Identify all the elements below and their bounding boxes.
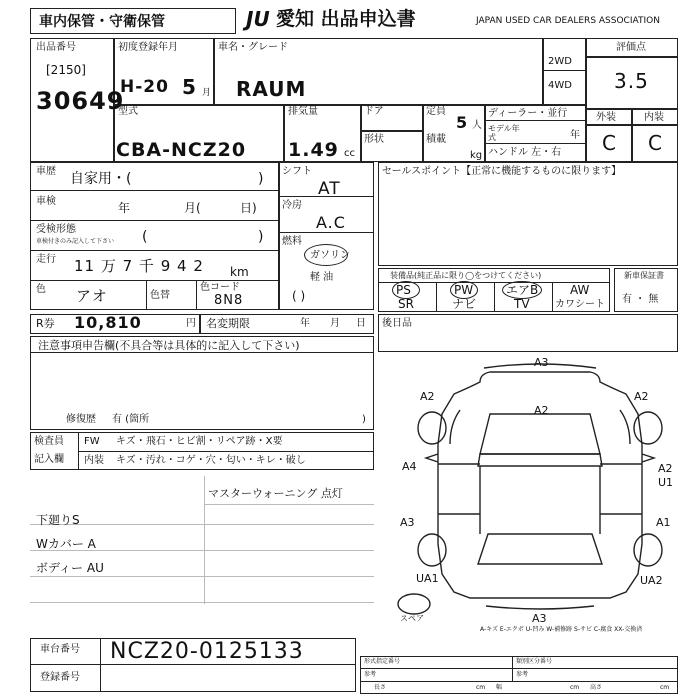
history-value: 自家用・( — [70, 171, 132, 187]
damage-u1-right: U1 — [658, 476, 674, 489]
interior-label: 内装 — [644, 112, 664, 123]
model-value: RAUM — [236, 77, 307, 101]
name-change-label: 名変期限 — [206, 317, 250, 330]
ac-value: A.C — [316, 213, 346, 232]
handle-label: ハンドル 左・右 — [488, 147, 562, 158]
storage-badge-text: 車内保管・守衛保管 — [39, 14, 165, 30]
inspection-month: 月( — [184, 201, 201, 215]
height-unit: cm — [660, 684, 670, 691]
warranty-value: 有 ・ 無 — [622, 294, 659, 305]
inspector-fw: FW — [84, 436, 100, 447]
type-value: CBA-NCZ20 — [116, 139, 247, 161]
fuel-gas: ガソリン — [310, 250, 350, 261]
color-code: 8N8 — [214, 293, 244, 308]
grade-value: 3.5 — [614, 69, 649, 93]
fuel-gas-circle — [304, 244, 348, 266]
equipment-sr: SR — [398, 297, 414, 311]
damage-a3-left: A3 — [400, 516, 415, 529]
grade-label: 評価点 — [616, 42, 646, 53]
storage-badge — [30, 8, 236, 34]
equipment-ps: PS — [396, 283, 411, 297]
model-label: 車名・グレード — [218, 42, 288, 53]
category-label: 類別区分番号 — [516, 658, 553, 665]
reference-label-1: 参考 — [364, 671, 377, 678]
damage-legend: A-キズ E-エクボ U-凹み W-補修跡 S-サビ C-腐食 XX-交換済 — [480, 626, 643, 633]
color-change-label: 色替 — [150, 290, 170, 301]
lot-number: 30649 — [36, 87, 125, 115]
inspection-day: 日) — [240, 201, 257, 215]
capacity-unit: 人 — [472, 120, 482, 131]
reg-number-label: 登録番号 — [40, 672, 80, 683]
history-close: ) — [258, 171, 264, 187]
receipt-open: ( — [142, 229, 148, 245]
displacement-unit: cc — [344, 148, 355, 159]
width-label: 幅 — [496, 684, 503, 691]
inspector-label-1: 検査員 — [34, 436, 64, 447]
type-number-label: 形式指定番号 — [364, 658, 401, 665]
damage-a1-right: A1 — [656, 516, 671, 529]
shift-label: シフト — [282, 166, 312, 177]
displacement-value: 1.49 — [288, 139, 339, 161]
shift-value: AT — [318, 179, 341, 199]
inspector-label-2: 記入欄 — [34, 454, 64, 465]
chassis-label: 車台番号 — [40, 644, 80, 655]
sales-point-label: セールスポイント【正常に機能するものに限ります】 — [382, 166, 622, 177]
mileage-unit: km — [230, 265, 249, 279]
warranty-label: 新車保証書 — [624, 271, 664, 280]
repair-value: 有 (箇所 — [112, 414, 150, 425]
spare-label: スペア — [400, 614, 424, 623]
shape-label: 形状 — [364, 134, 384, 145]
registration-era: H-20 — [120, 77, 169, 97]
damage-a3-front: A3 — [534, 356, 549, 369]
damage-a2-front-left: A2 — [420, 390, 435, 403]
history-label: 車歴 — [36, 166, 56, 177]
repair-label: 修復歴 — [66, 414, 96, 425]
equipment-pw: PW — [454, 283, 474, 297]
mileage-label: 走行 — [36, 254, 56, 265]
fuel-diesel: 軽 油 — [310, 272, 334, 283]
width-unit: cm — [570, 684, 580, 691]
repair-close: ) — [362, 414, 366, 425]
damage-a2-right: A2 — [658, 462, 673, 475]
mileage-value: 11 万 7 千 9 4 2 — [74, 257, 204, 275]
lot-bracket: [2150] — [46, 63, 86, 77]
rear-label: 後日品 — [382, 318, 412, 329]
exterior-grade: C — [602, 131, 617, 155]
color-code-label: 色コード — [200, 282, 240, 293]
name-change-month: 月 — [330, 318, 340, 329]
inspection-year: 年 — [118, 201, 131, 215]
height-label: 高さ — [590, 684, 603, 691]
length-unit: cm — [476, 684, 486, 691]
length-label: 長さ — [374, 684, 387, 691]
doors-label: ドア — [364, 106, 384, 117]
inspector-interior: 内装 — [84, 455, 104, 466]
receipt-label: 受検形態 — [36, 224, 76, 235]
dealer-label: ディーラー・並行 — [488, 108, 568, 119]
interior-grade: C — [648, 131, 663, 155]
fuel-paren: ( ) — [292, 289, 306, 303]
model-year-label: モデル年式 — [488, 124, 520, 142]
recycle-value: 10,810 — [74, 313, 142, 332]
notes-label: 注意事項申告欄(不具合等は具体的に記入して下さい) — [38, 339, 300, 352]
equipment-seat: カワシート — [555, 299, 605, 310]
registration-label: 初度登録年月 — [118, 42, 178, 53]
drive-2wd: 2WD — [548, 56, 572, 67]
type-label: 型式 — [118, 106, 138, 117]
fuel-label: 燃料 — [282, 236, 302, 247]
capacity-label: 定員 — [426, 106, 446, 117]
load-label: 積載 — [426, 134, 446, 145]
ju-logo: JU — [246, 7, 270, 31]
note-warning-light: マスターウォーニング 点灯 — [208, 487, 343, 500]
registration-month-unit: 月 — [202, 88, 212, 98]
drive-4wd: 4WD — [548, 80, 572, 91]
exterior-label: 外装 — [596, 112, 616, 123]
car-damage-diagram — [380, 354, 680, 624]
damage-a2-front-right: A2 — [634, 390, 649, 403]
damage-a4-left: A4 — [402, 460, 417, 473]
load-unit: kg — [470, 150, 483, 161]
name-change-day: 日 — [356, 318, 366, 329]
damage-a3-rear: A3 — [532, 612, 547, 624]
ac-label: 冷房 — [282, 200, 302, 211]
equipment-airbag: エアB — [506, 283, 539, 297]
rear-box — [378, 314, 678, 352]
damage-ua2-rear-right: UA2 — [640, 574, 663, 587]
sales-point-box — [378, 162, 678, 266]
lot-label: 出品番号 — [36, 42, 76, 53]
equipment-aw: AW — [570, 283, 590, 297]
color-value: アオ — [76, 287, 108, 305]
receipt-sub: 車検付きのみ記入して下さい — [36, 238, 115, 245]
damage-a2-hood: A2 — [534, 404, 549, 417]
registration-month: 5 — [182, 75, 197, 99]
model-year-unit: 年 — [570, 130, 580, 141]
note-underbody: 下廻りS — [36, 513, 80, 527]
color-label: 色 — [36, 284, 46, 295]
displacement-label: 排気量 — [288, 106, 318, 117]
association-name: JAPAN USED CAR DEALERS ASSOCIATION — [476, 16, 660, 26]
recycle-label: R券 — [36, 317, 55, 330]
note-body: ボディー AU — [36, 561, 104, 575]
name-change-year: 年 — [300, 318, 310, 329]
capacity-value: 5 — [456, 113, 469, 132]
note-w-cover: Wカバー A — [36, 537, 96, 551]
inspector-row-2: キズ・汚れ・コゲ・穴・匂い・キレ・破し — [116, 455, 306, 466]
equipment-label: 装備品(純正品に限り◯をつけてください) — [390, 271, 542, 280]
inspection-label: 車検 — [36, 196, 56, 207]
receipt-close: ) — [258, 229, 264, 245]
equipment-tv: TV — [514, 297, 530, 311]
chassis-value: NCZ20-0125133 — [110, 639, 304, 664]
form-title: 愛知 出品申込書 — [276, 8, 416, 30]
damage-ua1-rear-left: UA1 — [416, 572, 439, 585]
inspector-row-1: キズ・飛石・ヒビ割・リペア跡・X要 — [116, 436, 283, 447]
reference-label-2: 参考 — [516, 671, 529, 678]
recycle-unit: 円 — [186, 318, 196, 329]
equipment-navi: ナビ — [452, 297, 477, 311]
